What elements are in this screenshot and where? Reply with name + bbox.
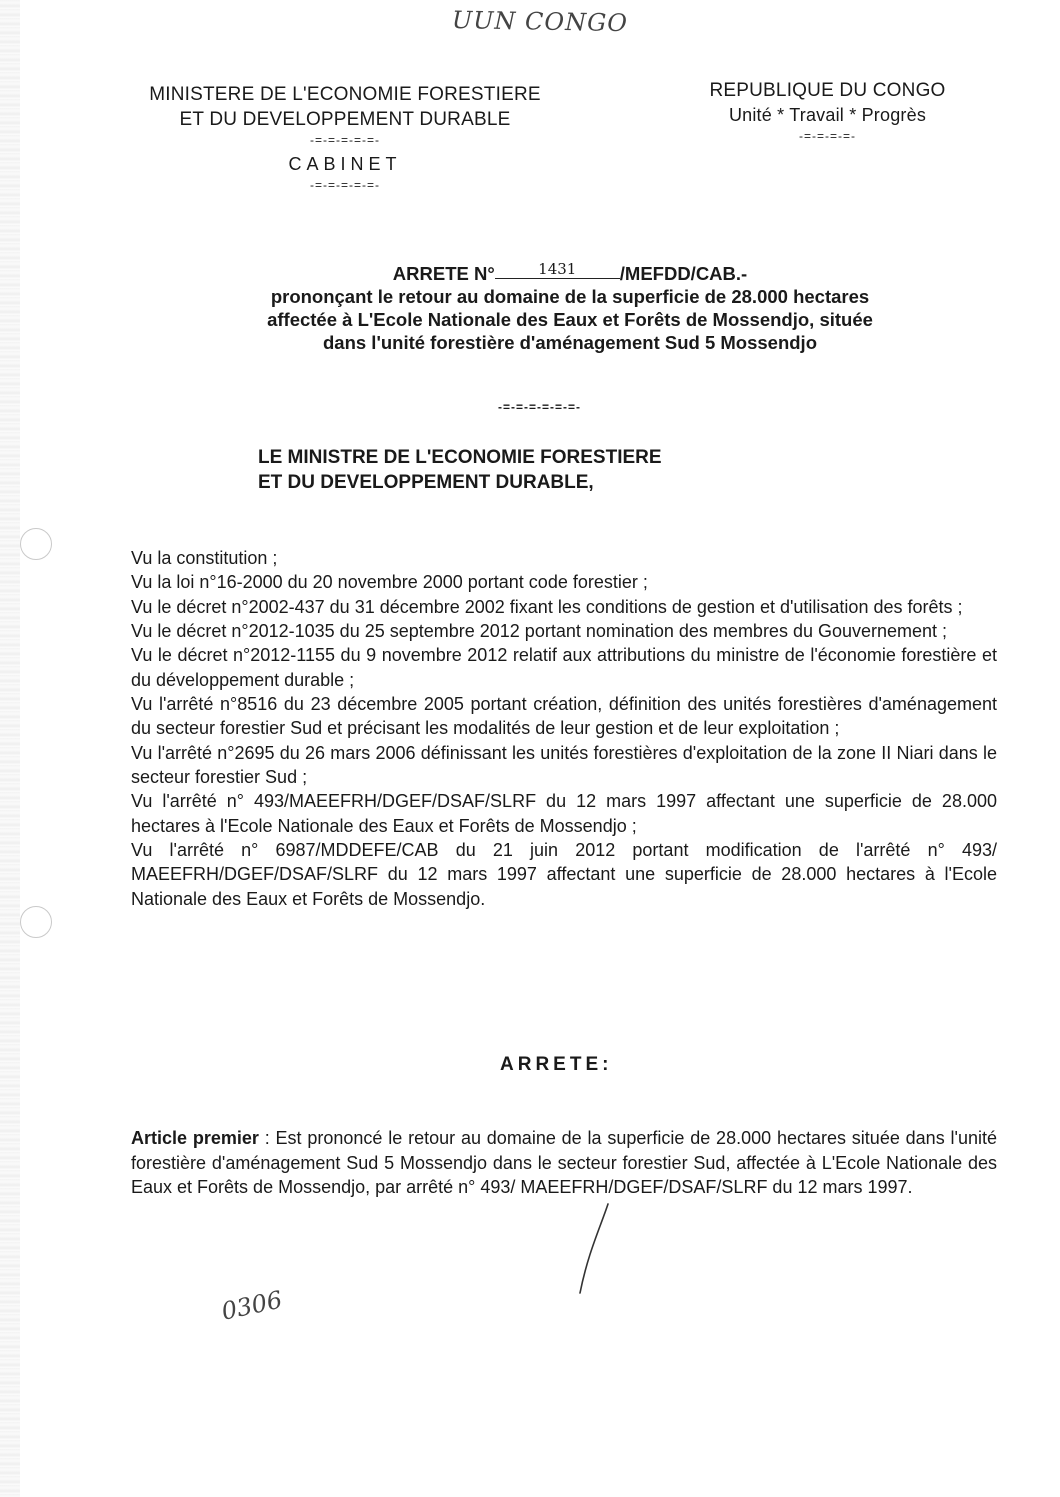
cabinet-label: CABINET <box>288 154 402 174</box>
republic-name: REPUBLIQUE DU CONGO <box>709 80 946 101</box>
consideration-item: Vu le décret n°2012-1155 du 9 novembre 2012 relatif aux attributions du ministre de l'économie forestière et du développement durable ; <box>131 645 997 690</box>
decree-subtitle-line: dans l'unité forestière d'aménagement Sud 5 Mossendjo <box>322 332 818 353</box>
minister-line2: ET DU DEVELOPPEMENT DURABLE, <box>258 472 594 493</box>
decree-suffix: /MEFDD/CAB.- <box>619 263 748 284</box>
header-separator: -=-=-=-=-=- <box>309 178 380 192</box>
title-separator: -=-=-=-=-=-=- <box>498 400 582 414</box>
decree-number: 1431 <box>495 260 620 279</box>
consideration-item: Vu l'arrêté n°2695 du 26 mars 2006 définissant les unités forestières d'exploitation de la zone II Niari dans le secteur forestier Sud ; <box>131 742 997 788</box>
decree-prefix: ARRETE N° <box>392 263 495 284</box>
arrete-heading: ARRETE: <box>500 1054 613 1075</box>
ministry-header <box>110 82 580 193</box>
republic-header <box>660 78 995 144</box>
consideration-item: Vu l'arrêté n°8516 du 23 décembre 2005 portant création, définition des unités forestières d'aménagement du secteur forestier Sud et précisant les modalités de leur gestion et de leur exploitation ; <box>131 694 997 739</box>
scan-binding-edge <box>0 0 20 1497</box>
article-text: : Est prononcé le retour au domaine de la superficie de 28.000 hectares située dans l'unité forestière d'aménagement Sud 5 Mossendjo dans le secteur forestier Sud, affectée à L'Ecole Nationale des Eaux et Forêts de Mossendjo, par arrêté n° 493/ MAEEFRH/DGEF/DSAF/SLRF du 12 mars 1997. <box>131 1128 997 1197</box>
punch-hole <box>20 528 52 560</box>
consideration-item: Vu le décret n°2002-437 du 31 décembre 2002 fixant les conditions de gestion et d'utilisation des forêts ; <box>131 596 963 617</box>
consideration-item: Vu l'arrêté n° 493/MAEEFRH/DGEF/DSAF/SLRF du 12 mars 1997 affectant une superficie de 28.000 hectares à l'Ecole Nationale des Eaux et Forêts de Mossendjo ; <box>131 791 997 836</box>
decree-number-line <box>160 262 980 285</box>
decree-subtitle-line: prononçant le retour au domaine de la superficie de 28.000 hectares <box>270 286 870 307</box>
decree-title <box>160 262 980 354</box>
punch-hole <box>20 906 52 938</box>
handwritten-note: UUN CONGO <box>451 6 629 38</box>
ministry-name-line2: ET DU DEVELOPPEMENT DURABLE <box>179 109 511 130</box>
consideration-item: Vu la loi n°16-2000 du 20 novembre 2000 portant code forestier ; <box>131 572 648 593</box>
consideration-item: Vu le décret n°2012-1035 du 25 septembre 2012 portant nomination des membres du Gouvernement ; <box>131 621 948 642</box>
consideration-item: Vu l'arrêté n° 6987/MDDEFE/CAB du 21 juin 2012 portant modification de l'arrêté n° 493/ MAEEFRH/DGEF/DSAF/SLRF du 12 mars 1997 affectant une superficie de 28.000 hectares à l'Ecole Nationale des Eaux et Forêts de Mossendjo. <box>131 840 997 909</box>
header-separator: -=-=-=-=- <box>798 129 856 143</box>
handwritten-stamp-number: 0306 <box>219 1285 285 1326</box>
considerations-list <box>131 546 997 911</box>
ministry-name-line1: MINISTERE DE L'ECONOMIE FORESTIERE <box>149 84 541 105</box>
national-motto: Unité * Travail * Progrès <box>728 105 927 125</box>
decree-subtitle-line: affectée à L'Ecole Nationale des Eaux et Forêts de Mossendjo, située <box>267 309 873 330</box>
signature-stroke <box>570 1198 630 1303</box>
header-separator: -=-=-=-=-=- <box>309 133 380 147</box>
consideration-item: Vu la constitution ; <box>131 548 278 568</box>
article-premier <box>131 1126 997 1200</box>
minister-heading <box>258 445 662 495</box>
article-label: Article premier <box>131 1128 259 1148</box>
minister-line1: LE MINISTRE DE L'ECONOMIE FORESTIERE <box>258 447 662 468</box>
